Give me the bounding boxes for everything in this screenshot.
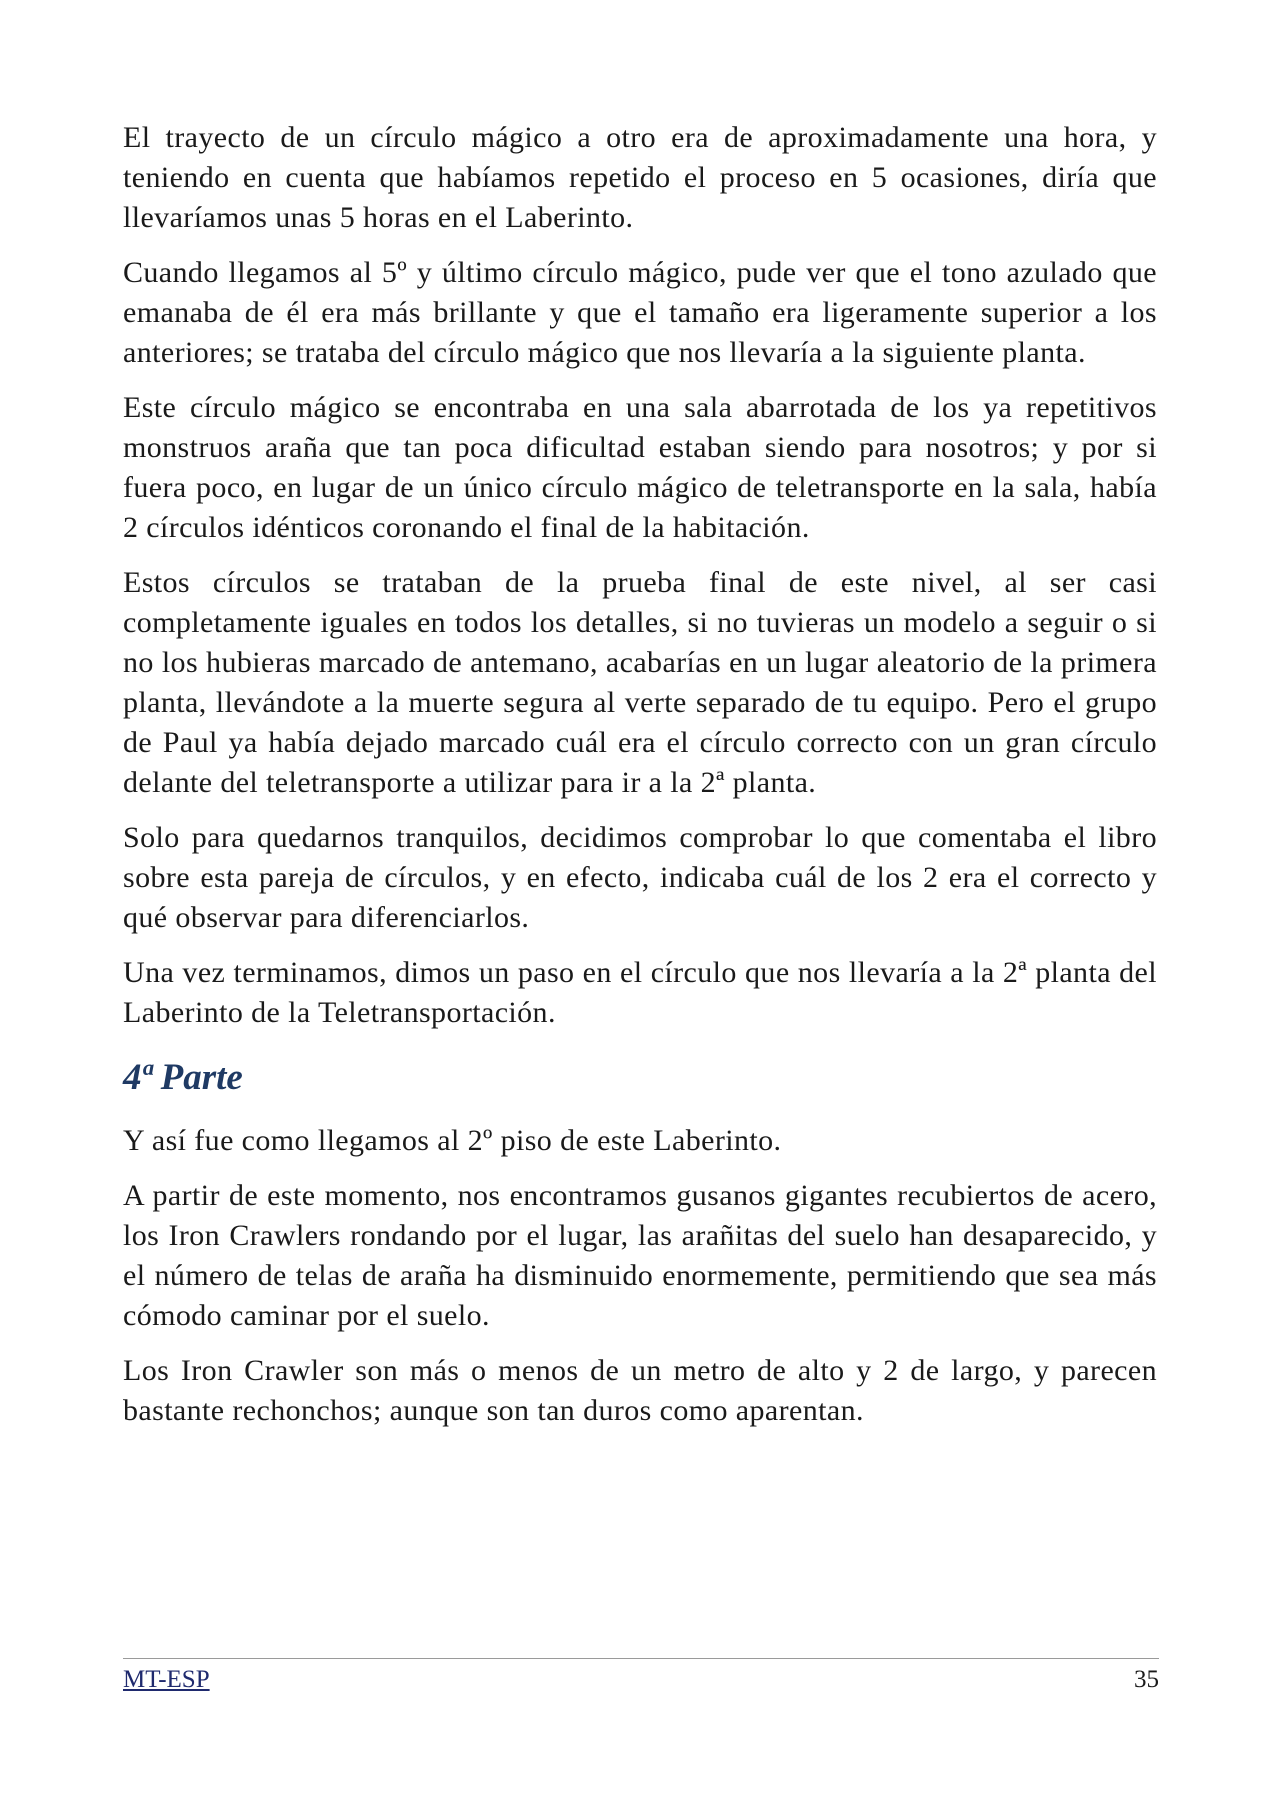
paragraph: Y así fue como llegamos al 2º piso de este Laberinto.	[123, 1124, 782, 1157]
section-heading: 4ª Parte	[123, 1057, 243, 1098]
footer-link[interactable]: MT-ESP	[123, 1666, 210, 1693]
paragraph: Estos círculos se trataban de la prueba final de este nivel, al ser casi completamente iguales en todos los detalles, si no tuvieras un modelo a seguir o si no los hubieras marcado de antemano, acabarías en un lugar aleatorio de la primera planta, llevándote a la muerte segura al verte separado de tu equipo. Pero el grupo de Paul ya había dejado marcado cuál era el círculo correcto con un gran círculo delante del teletransporte a utilizar para ir a la 2ª planta.	[123, 566, 1157, 799]
paragraph: Una vez terminamos, dimos un paso en el círculo que nos llevaría a la 2ª planta del Laberinto de la Teletransportación.	[123, 956, 1157, 1029]
paragraph: Los Iron Crawler son más o menos de un metro de alto y 2 de largo, y parecen bastante rechonchos; aunque son tan duros como aparentan.	[123, 1354, 1157, 1427]
page-footer	[123, 1658, 1159, 1695]
paragraph: Cuando llegamos al 5º y último círculo mágico, pude ver que el tono azulado que emanaba de él era más brillante y que el tamaño era ligeramente superior a los anteriores; se trataba del círculo mágico que nos llevaría a la siguiente planta.	[123, 256, 1157, 369]
page-content	[123, 118, 1157, 1446]
paragraph: Este círculo mágico se encontraba en una sala abarrotada de los ya repetitivos monstruos araña que tan poca dificultad estaban siendo para nosotros; y por si fuera poco, en lugar de un único círculo mágico de teletransporte en la sala, había 2 círculos idénticos coronando el final de la habitación.	[123, 391, 1157, 544]
paragraph: El trayecto de un círculo mágico a otro era de aproximadamente una hora, y teniendo en cuenta que habíamos repetido el proceso en 5 ocasiones, diría que llevaríamos unas 5 horas en el Laberinto.	[123, 121, 1157, 234]
page-number: 35	[1134, 1666, 1159, 1693]
paragraph: A partir de este momento, nos encontramos gusanos gigantes recubiertos de acero, los Iron Crawlers rondando por el lugar, las arañitas del suelo han desaparecido, y el número de telas de araña ha disminuido enormemente, permitiendo que sea más cómodo caminar por el suelo.	[123, 1179, 1157, 1332]
paragraph: Solo para quedarnos tranquilos, decidimos comprobar lo que comentaba el libro sobre esta pareja de círculos, y en efecto, indicaba cuál de los 2 era el correcto y qué observar para diferenciarlos.	[123, 821, 1157, 934]
